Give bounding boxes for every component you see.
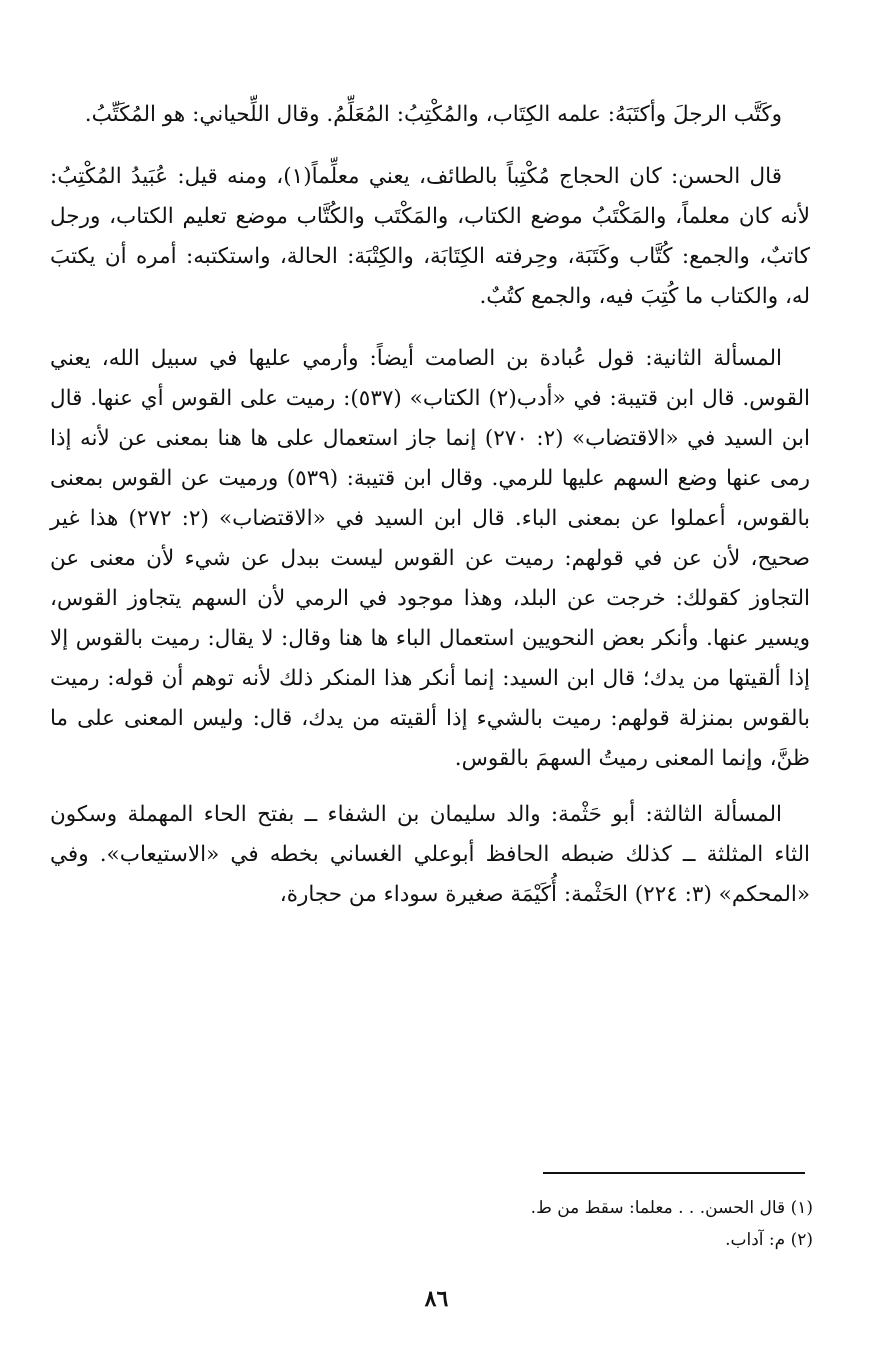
paragraph-3: المسألة الثانية: قول عُبادة بن الصامت أيضاً: وأرمي عليها في سبيل الله، يعني القوس. قال ابن قتيبة: في «أدب(٢) الكتاب» (٥٣٧): رميت على القوس أي عنها. قال ابن السيد في «الاقتضاب» (٢: ٢٧٠) إنما جاز استعمال على ها هنا بمعنى عن لأنه إذا رمى عنها وضع السهم عليها للرمي. وقال ابن قتيبة: (٥٣٩) ورميت عن القوس بمعنى بالقوس، أعملوا عن بمعنى الباء. قال ابن السيد في «الاقتضاب» (٢: ٢٧٢) هذا غير صحيح، لأن عن في قولهم: رميت عن القوس ليست ببدل عن شيء لأن معنى عن التجاوز كقولك: خرجت عن البلد، وهذا موجود في الرمي لأن السهم يتجاوز القوس، ويسير عنها. وأنكر بعض النحويين استعمال الباء ها هنا وقال: لا يقال: رميت بالقوس إلا إذا ألقيتها من يدك؛ قال ابن السيد: إنما أنكر هذا المنكر ذلك لأنه توهم أن قوله: رميت بالقوس بمنزلة قولهم: رميت بالشيء إذا ألقيته من يدك، قال: وليس المعنى على ما ظنَّ، وإنما المعنى رميتُ السهمَ بالقوس. xyxy=(50,346,811,771)
page-number: ٨٦ xyxy=(424,1286,449,1312)
footnotes xyxy=(113,1192,813,1256)
page-body xyxy=(50,95,810,933)
paragraph-1: وكَتَّب الرجلَ وأكتَبَهُ: علمه الكِتَاب، والمُكْتِبُ: المُعَلِّمُ. وقال اللِّحياني: هو المُكَتِّبُ. xyxy=(84,102,782,127)
footnote-1: (١) قال الحسن. . . معلما: سقط من ط. xyxy=(530,1198,813,1218)
footnote-divider xyxy=(543,1172,805,1174)
footnote-2: (٢) م: آداب. xyxy=(725,1230,813,1250)
paragraph-2: قال الحسن: كان الحجاج مُكْتِباً بالطائف، يعني معلِّماً(١)، ومنه قيل: عُبَيدُ المُكْتِبُ: لأنه كان معلماً، والمَكْتَبُ موضع الكتاب، والمَكْتَب والكُتَّاب موضع تعليم الكتاب، ورجل كاتبٌ، والجمع: كُتَّاب وكَتَبَة، وحِرفته الكِتَابَة، والكِتْبَة: الحالة، واستكتبه: أمره أن يكتبَ له، والكتاب ما كُتِبَ فيه، والجمع كتُبٌ. xyxy=(50,164,810,309)
paragraph-4: المسألة الثالثة: أبو حَثْمة: والد سليمان بن الشفاء ــ بفتح الحاء المهملة وسكون الثاء المثلثة ــ كذلك ضبطه الحافظ أبوعلي الغساني بخطه في «الاستيعاب». وفي «المحكم» (٣: ٢٢٤) الحَثْمة: أُكَيْمَة صغيرة سوداء من حجارة، xyxy=(50,802,810,907)
